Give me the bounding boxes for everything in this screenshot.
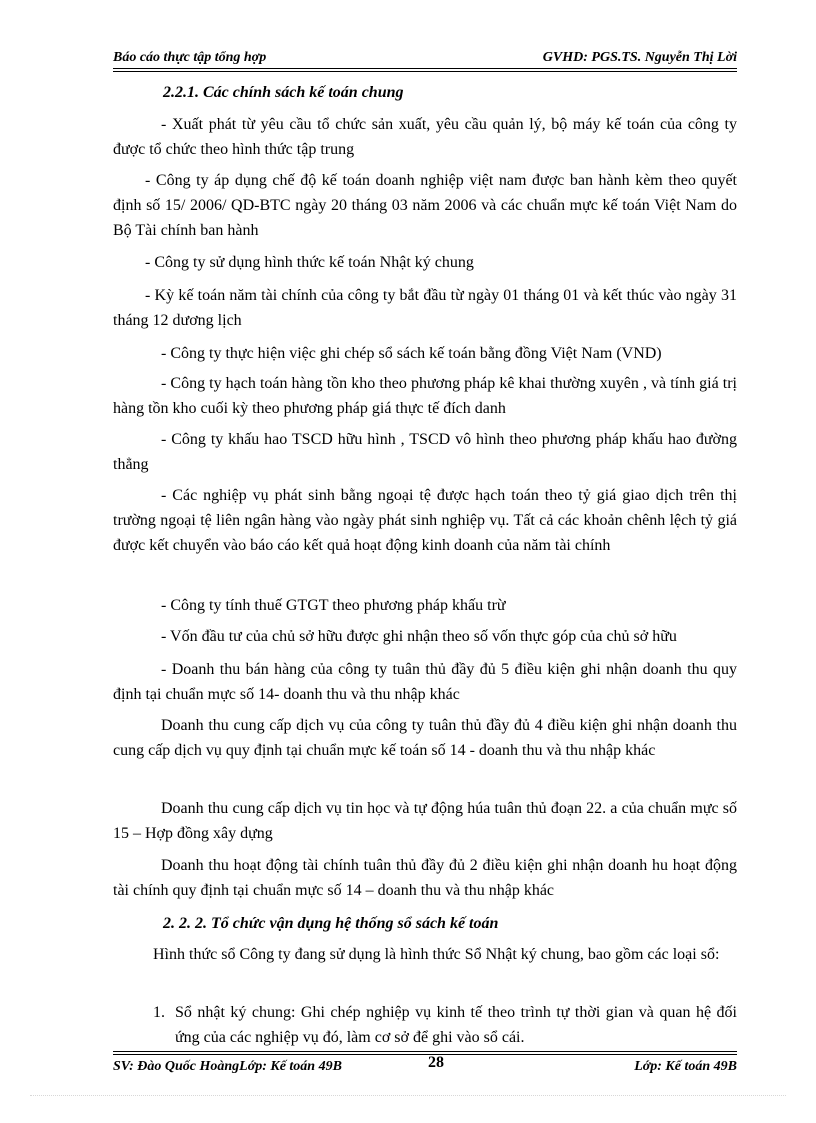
paragraph-8: - Các nghiệp vụ phát sinh bằng ngoại tệ được hạch toán theo tỷ giá giao dịch trên thị trường ngoại tệ liên ngân hàng vào ngày phát sinh nghiệp vụ. Tất cả các khoản chênh lệch tỷ giá được kết chuyển vào báo cáo kết quả hoạt động kinh doanh của năm tài chính <box>113 487 737 554</box>
paragraph-15: Hình thức sổ Công ty đang sử dụng là hình thức Sổ Nhật ký chung, bao gồm các loại sổ: <box>153 946 720 963</box>
footer-rule-thin <box>113 1051 737 1052</box>
section-heading-2-2-1: 2.2.1. Các chính sách kế toán chung <box>163 84 404 101</box>
paragraph-9: - Công ty tính thuế GTGT theo phương pháp khấu trừ <box>161 597 506 614</box>
page-edge-divider <box>30 1095 786 1096</box>
paragraph-7: - Công ty khấu hao TSCD hữu hình , TSCD vô hình theo phương pháp khấu hao đường thẳng <box>113 431 737 473</box>
page-header <box>113 48 737 68</box>
paragraph-12: Doanh thu cung cấp dịch vụ của công ty tuân thủ đầy đủ 4 điều kiện ghi nhận doanh thu cung cấp dịch vụ quy định tại chuẩn mực kế toán số 14 - doanh thu và thu nhập khác <box>113 717 737 759</box>
paragraph-2: - Công ty áp dụng chế độ kế toán doanh nghiệp việt nam được ban hành kèm theo quyết định số 15/ 2006/ QD-BTC ngày 20 tháng 03 năm 2006 và các chuẩn mực kế toán Việt Nam do Bộ Tài chính ban hành <box>113 172 737 239</box>
paragraph-5: - Công ty thực hiện việc ghi chép sổ sách kế toán bằng đồng Việt Nam (VND) <box>161 345 662 362</box>
paragraph-10: - Vốn đầu tư của chủ sở hữu được ghi nhận theo số vốn thực góp của chủ sở hữu <box>161 628 677 645</box>
header-rule-thin <box>113 71 737 72</box>
paragraph-3: - Công ty sử dụng hình thức kế toán Nhật ký chung <box>145 254 474 271</box>
header-supervisor: GVHD: PGS.TS. Nguyễn Thị Lời <box>542 50 737 65</box>
list-item-number: 1. <box>153 1004 165 1021</box>
paragraph-6: - Công ty hạch toán hàng tồn kho theo phương pháp kê khai thường xuyên , và tính giá trị hàng tồn kho cuối kỳ theo phương pháp giá thực tế đích danh <box>113 375 737 417</box>
paragraph-11: - Doanh thu bán hàng của công ty tuân thủ đầy đủ 5 điều kiện ghi nhận doanh thu quy định tại chuẩn mực số 14- doanh thu và thu nhập khác <box>113 661 737 703</box>
footer-rule <box>113 1054 737 1055</box>
header-report-title: Báo cáo thực tập tổng hợp <box>113 50 267 65</box>
list-item-text: Sổ nhật ký chung: Ghi chép nghiệp vụ kinh tế theo trình tự thời gian và quan hệ đối ứng của các nghiệp vụ đó, làm cơ sở để ghi vào sổ cái. <box>175 1004 737 1046</box>
page-number: 28 <box>428 1054 444 1071</box>
page-footer <box>113 1056 737 1078</box>
paragraph-1: - Xuất phát từ yêu cầu tổ chức sản xuất, yêu cầu quản lý, bộ máy kế toán của công ty được tổ chức theo hình thức tập trung <box>113 116 737 158</box>
footer-class: Lớp: Kế toán 49B <box>634 1059 737 1074</box>
footer-student: SV: Đào Quốc HoàngLớp: Kế toán 49B <box>113 1059 342 1074</box>
paragraph-14: Doanh thu hoạt động tài chính tuân thủ đầy đủ 2 điều kiện ghi nhận doanh hu hoạt động tài chính quy định tại chuẩn mực số 14 – doanh thu và thu nhập khác <box>113 857 737 899</box>
section-heading-2-2-2: 2. 2. 2. Tổ chức vận dụng hệ thống sổ sách kế toán <box>163 915 499 932</box>
header-rule <box>113 68 737 69</box>
paragraph-13: Doanh thu cung cấp dịch vụ tin học và tự động húa tuân thủ đoạn 22. a của chuẩn mực số 15 – Hợp đồng xây dựng <box>113 800 737 842</box>
paragraph-4: - Kỳ kế toán năm tài chính của công ty bắt đầu từ ngày 01 tháng 01 và kết thúc vào ngày 31 tháng 12 dương lịch <box>113 287 737 329</box>
